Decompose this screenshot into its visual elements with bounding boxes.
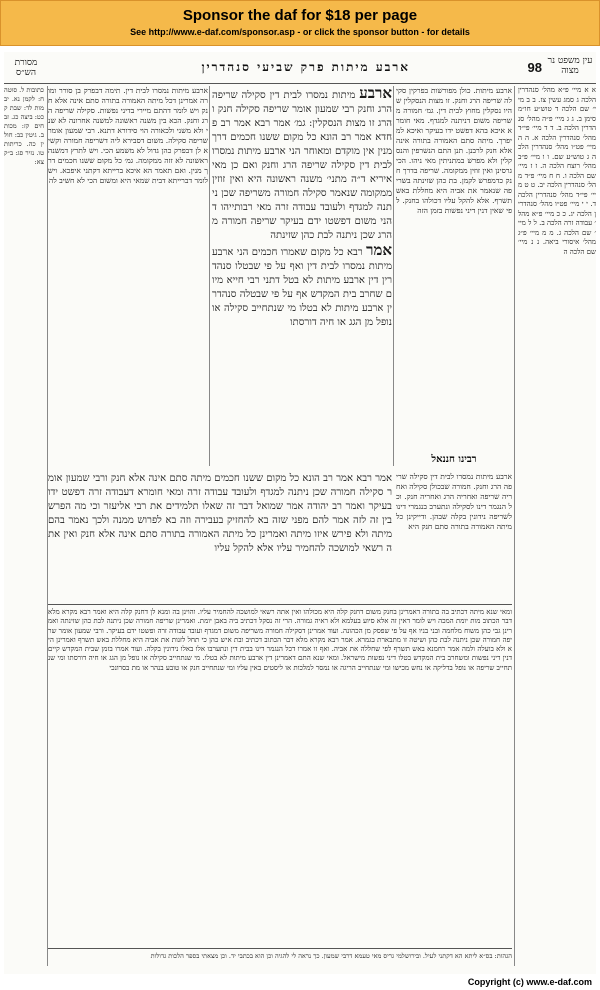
tosafot-divider — [209, 86, 210, 466]
gemara-opening-word: ארבע — [359, 86, 392, 102]
page-header — [4, 56, 596, 82]
page-number: 98 — [527, 60, 542, 75]
talmud-page — [4, 52, 596, 974]
ein-mishpat-label: עין משפט נר מצוה — [547, 56, 593, 76]
footnote-text: הגהות: בס״א ליתא הא דקתני לעיל. ובירושלמי גריס מאי טעמא דרבי שמעון. כך נראה לי להגיה וכן הוא בכתבי יד. וכן מצאתי בספר הלכות גדולות — [150, 952, 512, 960]
sponsor-banner[interactable] — [0, 0, 600, 46]
rashi-column: ארבע מיתות. כולן מפורשות בפרקין סקילה שריפה הרג וחנק. זו מצות הנסקלין שהיו נסקלין מחוץ לבית דין. גמ׳ חמורה משריפה משום דניתנה למגדף. מאי חומרא איכא בהא דפשט ידו בעיקר ואיכא למיפרך. מיתה סתם האמורה בתורה אינה אלא חנק לרבנן. תנן התם הנשרפין והנסקלין ולא מפרש במתניתין מאי ניהו. הכי גרסינן ואין זוזין ממקומה. שריפה בדרך חנק כדמפרש לקמן. בת כהן שזינתה בשריפה שנאמר את אביה היא מחללת באש תשרף. אלא להקל עליו דכולהו בחנק. לפי שאין דנין דיני נפשות בזמן הזה — [396, 86, 512, 215]
rabbeinu-chananel-column: ארבע מיתות נמסרו לבית דין סקילה שריפה הרג וחנק. חמורה שבכולן סקילה ואחריה שריפה ואחריה הרג ואחריה חנק. וכל הנגמר דינו לסקילה ונתערב בנגמרי דינו לשריפה נידונין בקלה שבהן. ודייקינן כל מיתה האמורה בתורה סתם חנק היא — [396, 472, 512, 531]
bottom-section-rule — [48, 604, 512, 605]
gemara-continuation: אמר רבא אמר רב הונא כל מקום ששנו חכמים מיתה סתם אינה אלא חנק ורבי שמעון אומר סקילה חמורה שכן ניתנה למגדף ולעובד עבודה זרה ומאי חומרא דעבודה זרה דפשט ידו בעיקר ואמר רב יהודה אמר שמואל דבר זה שאלו תלמידים את רבי אליעזר וכי מה הפרש בין זה לזה אמר להם מפני שזה בא להחזיק בעבירה וזה בא לפרוש ממנה ולכך נאמר בהם מיתה ולא פירש איזו מיתה ואמרינן כל מיתה האמורה בתורה סתם אינה אלא חנק ואין אתה רשאי למושכה להחמיר עליו אלא להקל עליו — [48, 473, 392, 554]
masoret-column: כתובות ל. סוטה ח: לקמן נא. יבמות לד: שבת קכט: ביצה כג. זבחים קז: מכות ב. גיטין כב: חולין כה. כריתות טו. נזיר סג: ב״ק צא: — [4, 86, 44, 166]
page-title: ארבע מיתות פרק שביעי סנהדרין — [201, 60, 410, 74]
copyright-link[interactable]: Copyright (c) www.e-daf.com — [467, 977, 592, 987]
rashi-divider — [393, 86, 394, 466]
tosafot-column: ארבע מיתות נמסרו לבית דין. תימה דבפרק בן סורר ומורה אמרינן דכל מיתה האמורה בתורה סתם אינה אלא חנק ויש לומר דהתם מיירי בדיני נפשות. סקילה שריפה הרג וחנק. הכא בין משנה ראשונה למשנה אחרונה לא שני ולא משני ולכאורה הוי סידורא דתנא. רבי שמעון אומר שריפה סקילה. משום דסבירא ליה דשריפה חמורה וקשיא לן דבפרק כהן גדול לא משמע הכי. ויש לתרץ דמשנה ראשונה לא זזה ממקומה. גמ׳ כל מקום ששנו חכמים דרך מנין. ואם תאמר הא איכא ברייתא דקתני איפכא. ויש לומר דברייתא דבית שמאי היא ומשום הכי לא חשיב לה — [48, 86, 208, 185]
gemara-text-2: רבא כל מקום שאמרו חכמים הני ארבע מיתות נמסרו לבית דין ואף על פי שבטלו סנהדרין דין ארבע מיתות לא בטל דתני רבי חייא מיום שחרב בית המקדש אף על פי שבטלה סנהדרין ארבע מיתות לא בטלו מי שנתחייב סקילה או נופל מן הגג או חיה דורסתו — [212, 247, 392, 328]
masoret-hashas-label: מסורת הש״ס — [14, 58, 38, 78]
sponsor-title[interactable]: Sponsor the daf for $18 per page — [182, 7, 418, 24]
commentary-bottom: ומאי שנא מיתה דכתיב בה בתורה דאמרינן בחנק משום דחנק קלה היא מכולהו ואין אתה רשאי למושכה להחמיר עליו. והוינן בה ומנא לן דחנק קלה היא ואמר רבא מקרא מלא דבר הכתוב מות יומת המכה ויש לומר דאין זה אלא סיוע בעלמא ולא ראיה גמורה. הרי זה נסקל דכתיב ביה באבן יומת. ואמרינן שריפה חמורה שכן ניתנה לבת כהן שזינתה ואמרינן גבי כהן משוח מלחמה ובני בניו אף על פי שפסק מן הכהונה. ועוד אמרינן דסקילה חמורה משריפה משום דמגדף ועובד עבודה זרה ופשטו ידם בעיקר. ורבי שמעון אומר שריפה חמורה שכן ניתנה לבת כהן ושיטה זו מתבארת בגמרא. אמר רבא מקרא מלא דבר הכתוב דכתיב ובת איש כהן כי תחל לזנות את אביה היא מחללת באש תשרף ואמרינן היא ולא בועלה ולמה אמר רחמנא באש תשרף לפי שחללה את אביה. ואף זו אמרו דכל הנגמר דינו בבית דין ונתערבו אלו באלו נידונין בקלה. ועוד אמרו בזמן שבית המקדש קיים דנין דיני נפשות ומשחרב בית המקדש בטלו דיני נפשות מישראל. ומאי שנא התם דאמרינן דין ארבע מיתות לא בטלו. מי שנתחייב סקילה או נופל מן הגג או חיה דורסתו ומי שנתחייב שריפה או נופל בדליקה או נחש מכישו ומי שנתחייב הריגה או נמסר למלכות או ליסטים באין עליו ומי שנתחייב חנק או טובע בנהר או מת בסרונכי — [48, 608, 512, 672]
sponsor-subtitle[interactable]: See http://www.e-daf.com/sponsor.asp - or click the sponsor button - for details — [130, 27, 470, 37]
ein-mishpat-column: א א מיי׳ פ״א מהל׳ סנהדרין הלכה ג סמג עשין צז. ב ב מיי׳ שם הלכה ד טוש״ע חו״מ סימן ב. ג ג מיי׳ פ״ה מהל׳ סנהדרין הלכה ב. ד ד מיי׳ פי״ד מהל׳ סנהדרין הלכה א. ה ה מיי׳ פט״ו מהל׳ סנהדרין הלכה ג טוש״ע שם. ו ו מיי׳ פ״ב מהל׳ רוצח הלכה ה. ז ז מיי׳ שם הלכה ו. ח ח מיי׳ פ״ד מהל׳ סנהדרין הלכה יב. ט ט מיי׳ פי״ד מהל׳ סנהדרין הלכה ד. י י מיי׳ פט״ו מהל׳ סנהדרין הלכה יג. כ כ מיי׳ פ״א מהל׳ עבודה זרה הלכה ב. ל ל מיי׳ שם הלכה ג. מ מ מיי׳ פ״ג מהל׳ איסורי ביאה. נ נ מיי׳ שם הלכה ה — [518, 86, 596, 256]
right-margin-divider — [514, 86, 515, 966]
footnote-rule — [48, 948, 512, 949]
gemara-second-opening: אמר — [366, 241, 392, 259]
header-rule — [4, 83, 596, 84]
gemara-column — [212, 86, 392, 466]
rabbeinu-chananel-title: רבינו חננאל — [431, 454, 477, 465]
gemara-text: מיתות נמסרו לבית דין סקילה שריפה הרג וחנק רבי שמעון אומר שריפה סקילה חנק והרג זו מצות הנסקלין: גמ׳ אמר רבא אמר רב פחדא אמר רב הונא כל מקום ששנו חכמים דרך מנין אין מוקדם ומאוחר הני ארבע מיתות נמסרו לבית דין סקילה שריפה הרג וחנק ואם כן מאי איריא ד״ה מתני׳ משנה ראשונה היא ואין זוזין ממקומה שנאמר סקילה חמורה משריפה שכן ניתנה למגדף ולעובד עבודה זרה מאי רבותייהו דהני משום דפשטו ידם בעיקר שריפה חמורה מהרג שכן ניתנה לבת כהן שזינתה — [212, 90, 392, 241]
left-margin-divider — [47, 86, 48, 966]
